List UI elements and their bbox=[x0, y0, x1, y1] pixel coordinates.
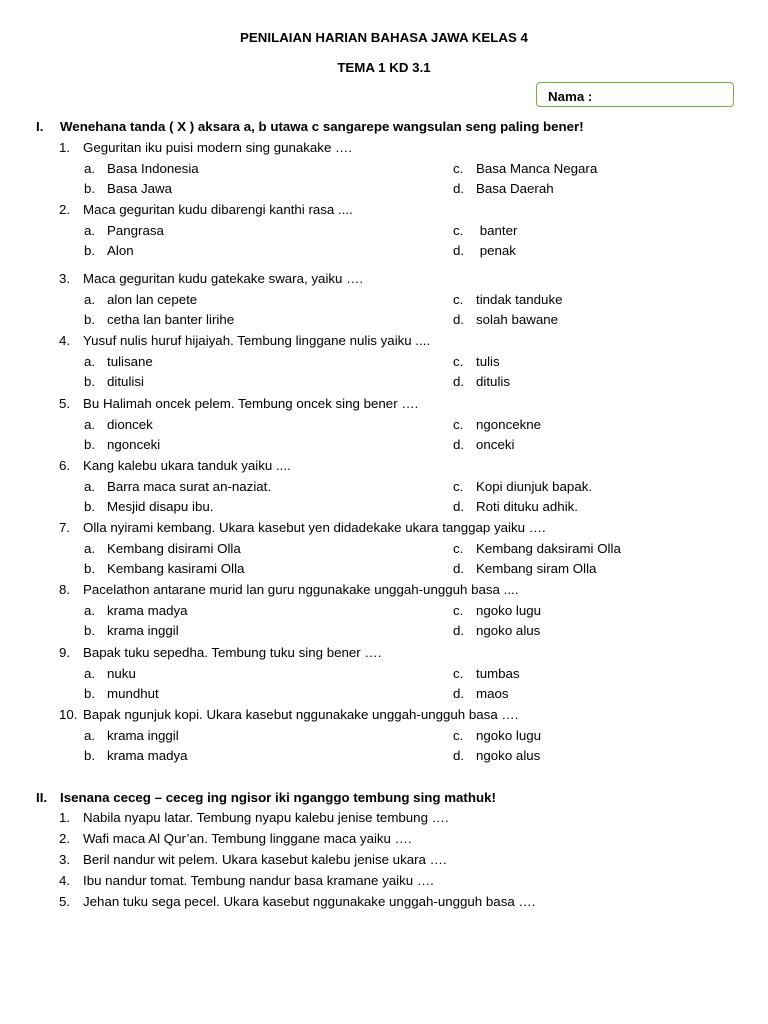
option-text: ditulis bbox=[476, 374, 510, 389]
option-letter: b. bbox=[84, 243, 96, 258]
option-text: krama madya bbox=[107, 748, 188, 763]
question-number: 3. bbox=[59, 852, 71, 867]
option-text: ngoko lugu bbox=[476, 727, 542, 743]
fill-question-1 bbox=[59, 810, 449, 825]
option-letter: b. bbox=[84, 312, 96, 327]
option-letter: b. bbox=[84, 623, 96, 638]
option-text: penak bbox=[476, 243, 516, 258]
option-text: Kembang siram Olla bbox=[476, 561, 597, 576]
question-1 bbox=[59, 140, 352, 155]
answer-option-c[interactable] bbox=[453, 354, 500, 369]
option-text: krama inggil bbox=[107, 623, 179, 638]
option-text: ditulisi bbox=[107, 374, 144, 389]
option-letter: b. bbox=[84, 561, 96, 576]
question-number: 1. bbox=[59, 810, 71, 825]
option-text: Kembang kasirami Olla bbox=[107, 561, 245, 576]
answer-option-d[interactable] bbox=[453, 561, 596, 576]
option-letter: b. bbox=[84, 181, 96, 196]
question-6 bbox=[59, 458, 291, 473]
option-text: dioncek bbox=[107, 416, 153, 432]
answer-option-a[interactable] bbox=[84, 603, 188, 618]
answer-option-d[interactable] bbox=[453, 312, 558, 327]
question-number: 7. bbox=[59, 520, 71, 535]
option-text: ngoko alus bbox=[476, 748, 541, 763]
option-text: tulisane bbox=[107, 353, 153, 369]
option-letter: b. bbox=[84, 748, 96, 763]
option-letter: a. bbox=[84, 160, 96, 176]
option-letter: a. bbox=[84, 353, 96, 369]
option-letter: c. bbox=[453, 478, 464, 494]
option-text: tindak tanduke bbox=[476, 291, 563, 307]
page-title: PENILAIAN HARIAN BAHASA JAWA KELAS 4 bbox=[240, 30, 528, 45]
option-letter: c. bbox=[453, 291, 464, 307]
option-letter: b. bbox=[84, 686, 96, 701]
option-text: Basa Jawa bbox=[107, 181, 173, 196]
question-9 bbox=[59, 645, 381, 660]
question-number: 6. bbox=[59, 458, 71, 473]
section-1-instruction: Wenehana tanda ( X ) aksara a, b utawa c sangarepe wangsulan seng paling bener! bbox=[60, 119, 584, 134]
question-number: 4. bbox=[59, 873, 71, 888]
question-text: Maca geguritan kudu gatekake swara, yaiku …. bbox=[83, 271, 364, 286]
answer-option-d[interactable] bbox=[453, 499, 578, 514]
question-number: 9. bbox=[59, 645, 71, 660]
answer-option-d[interactable] bbox=[453, 374, 510, 389]
answer-option-d[interactable] bbox=[453, 437, 514, 452]
question-text: Jehan tuku sega pecel. Ukara kasebut nggunakake unggah-ungguh basa …. bbox=[83, 894, 536, 909]
option-text: tulis bbox=[476, 353, 500, 369]
fill-question-4 bbox=[59, 873, 434, 888]
question-10 bbox=[59, 707, 518, 722]
option-text: Basa Daerah bbox=[476, 181, 554, 196]
answer-option-d[interactable] bbox=[453, 181, 554, 196]
question-text: Kang kalebu ukara tanduk yaiku .... bbox=[83, 458, 291, 473]
option-letter: d. bbox=[453, 686, 465, 701]
option-text: Basa Indonesia bbox=[107, 160, 199, 176]
page-subtitle: TEMA 1 KD 3.1 bbox=[337, 60, 431, 75]
question-2 bbox=[59, 202, 353, 217]
answer-option-b[interactable] bbox=[84, 243, 134, 258]
question-number: 4. bbox=[59, 333, 71, 348]
option-letter: c. bbox=[453, 665, 464, 681]
answer-option-b[interactable] bbox=[84, 623, 179, 638]
option-letter: a. bbox=[84, 727, 96, 743]
section-2-number: II. bbox=[36, 790, 48, 805]
fill-question-3 bbox=[59, 852, 447, 867]
option-text: Pangrasa bbox=[107, 222, 164, 238]
answer-option-c[interactable] bbox=[453, 417, 541, 432]
answer-option-a[interactable] bbox=[84, 728, 179, 743]
answer-option-a[interactable] bbox=[84, 479, 271, 494]
answer-option-a[interactable] bbox=[84, 223, 164, 238]
option-letter: c. bbox=[453, 602, 464, 618]
option-letter: a. bbox=[84, 478, 96, 494]
answer-option-a[interactable] bbox=[84, 666, 136, 681]
answer-option-b[interactable] bbox=[84, 374, 144, 389]
answer-option-d[interactable] bbox=[453, 686, 509, 701]
answer-option-b[interactable] bbox=[84, 181, 172, 196]
option-letter: d. bbox=[453, 561, 465, 576]
answer-option-a[interactable] bbox=[84, 354, 153, 369]
section-2-instruction: Isenana ceceg – ceceg ing ngisor iki nganggo tembung sing mathuk! bbox=[60, 790, 496, 805]
option-letter: c. bbox=[453, 222, 464, 238]
option-text: krama madya bbox=[107, 602, 188, 618]
option-text: Roti dituku adhik. bbox=[476, 499, 578, 514]
answer-option-a[interactable] bbox=[84, 417, 153, 432]
option-letter: c. bbox=[453, 353, 464, 369]
question-number: 1. bbox=[59, 140, 71, 155]
answer-option-c[interactable] bbox=[453, 728, 541, 743]
option-text: ngoncekne bbox=[476, 416, 542, 432]
question-number: 8. bbox=[59, 582, 71, 597]
question-number: 10. bbox=[59, 707, 78, 722]
option-text: onceki bbox=[476, 437, 515, 452]
answer-option-a[interactable] bbox=[84, 161, 199, 176]
option-text: maos bbox=[476, 686, 509, 701]
answer-option-b[interactable] bbox=[84, 437, 160, 452]
answer-option-c[interactable] bbox=[453, 161, 597, 176]
question-text: Olla nyirami kembang. Ukara kasebut yen didadekake ukara tanggap yaiku …. bbox=[83, 520, 546, 535]
question-7 bbox=[59, 520, 546, 535]
question-text: Bu Halimah oncek pelem. Tembung oncek sing bener …. bbox=[83, 396, 419, 411]
option-letter: a. bbox=[84, 602, 96, 618]
question-text: Bapak tuku sepedha. Tembung tuku sing bener …. bbox=[83, 645, 382, 660]
answer-option-c[interactable] bbox=[453, 666, 520, 681]
answer-option-d[interactable] bbox=[453, 748, 540, 763]
option-text: Alon bbox=[107, 243, 134, 258]
option-letter: b. bbox=[84, 437, 96, 452]
option-text: banter bbox=[476, 222, 518, 238]
question-text: Geguritan iku puisi modern sing gunakake …. bbox=[83, 140, 353, 155]
option-letter: a. bbox=[84, 416, 96, 432]
option-letter: d. bbox=[453, 374, 465, 389]
question-8 bbox=[59, 582, 518, 597]
option-letter: b. bbox=[84, 374, 96, 389]
question-number: 2. bbox=[59, 831, 71, 846]
question-text: Wafi maca Al Qur’an. Tembung linggane maca yaiku …. bbox=[83, 831, 412, 846]
option-text: Mesjid disapu ibu. bbox=[107, 499, 214, 514]
answer-option-c[interactable] bbox=[453, 479, 592, 494]
option-letter: d. bbox=[453, 623, 465, 638]
option-text: ngoko alus bbox=[476, 623, 541, 638]
question-text: Pacelathon antarane murid lan guru nggunakake unggah-ungguh basa .... bbox=[83, 582, 519, 597]
option-letter: a. bbox=[84, 540, 96, 556]
option-letter: d. bbox=[453, 499, 465, 514]
answer-option-b[interactable] bbox=[84, 561, 244, 576]
question-text: Beril nandur wit pelem. Ukara kasebut kalebu jenise ukara …. bbox=[83, 852, 447, 867]
question-number: 2. bbox=[59, 202, 71, 217]
answer-option-c[interactable] bbox=[453, 223, 517, 238]
option-text: Basa Manca Negara bbox=[476, 160, 598, 176]
option-text: ngonceki bbox=[107, 437, 161, 452]
question-number: 5. bbox=[59, 894, 71, 909]
question-number: 5. bbox=[59, 396, 71, 411]
option-text: Barra maca surat an-naziat. bbox=[107, 478, 272, 494]
option-text: krama inggil bbox=[107, 727, 179, 743]
name-field[interactable] bbox=[536, 82, 734, 107]
answer-option-a[interactable] bbox=[84, 292, 197, 307]
option-letter: c. bbox=[453, 160, 464, 176]
option-text: mundhut bbox=[107, 686, 159, 701]
answer-option-b[interactable] bbox=[84, 686, 159, 701]
question-3 bbox=[59, 271, 363, 286]
option-letter: c. bbox=[453, 727, 464, 743]
option-letter: d. bbox=[453, 243, 465, 258]
option-letter: d. bbox=[453, 181, 465, 196]
option-text: alon lan cepete bbox=[107, 291, 198, 307]
answer-option-d[interactable] bbox=[453, 243, 516, 258]
answer-option-a[interactable] bbox=[84, 541, 241, 556]
answer-option-d[interactable] bbox=[453, 623, 540, 638]
answer-option-b[interactable] bbox=[84, 312, 234, 327]
option-letter: c. bbox=[453, 416, 464, 432]
fill-question-2 bbox=[59, 831, 412, 846]
question-text: Nabila nyapu latar. Tembung nyapu kalebu jenise tembung …. bbox=[83, 810, 449, 825]
option-text: ngoko lugu bbox=[476, 602, 542, 618]
question-text: Yusuf nulis huruf hijaiyah. Tembung linggane nulis yaiku .... bbox=[83, 333, 431, 348]
option-text: cetha lan banter lirihe bbox=[107, 312, 235, 327]
option-text: Kopi diunjuk bapak. bbox=[476, 478, 593, 494]
question-text: Maca geguritan kudu dibarengi kanthi rasa .... bbox=[83, 202, 353, 217]
answer-option-b[interactable] bbox=[84, 748, 188, 763]
option-text: solah bawane bbox=[476, 312, 559, 327]
question-number: 3. bbox=[59, 271, 71, 286]
option-letter: d. bbox=[453, 748, 465, 763]
answer-option-c[interactable] bbox=[453, 292, 563, 307]
question-5 bbox=[59, 396, 418, 411]
answer-option-c[interactable] bbox=[453, 541, 621, 556]
option-text: Kembang disirami Olla bbox=[107, 540, 241, 556]
answer-option-b[interactable] bbox=[84, 499, 213, 514]
question-text: Ibu nandur tomat. Tembung nandur basa kramane yaiku …. bbox=[83, 873, 434, 888]
option-text: tumbas bbox=[476, 665, 520, 681]
option-text: Kembang daksirami Olla bbox=[476, 540, 621, 556]
option-text: nuku bbox=[107, 665, 136, 681]
option-letter: d. bbox=[453, 437, 465, 452]
option-letter: c. bbox=[453, 540, 464, 556]
option-letter: a. bbox=[84, 291, 96, 307]
section-1-number: I. bbox=[36, 119, 44, 134]
option-letter: a. bbox=[84, 222, 96, 238]
answer-option-c[interactable] bbox=[453, 603, 541, 618]
fill-question-5 bbox=[59, 894, 535, 909]
question-text: Bapak ngunjuk kopi. Ukara kasebut nggunakake unggah-ungguh basa …. bbox=[83, 707, 519, 722]
name-label: Nama : bbox=[548, 89, 593, 104]
question-4 bbox=[59, 333, 430, 348]
option-letter: a. bbox=[84, 665, 96, 681]
option-letter: d. bbox=[453, 312, 465, 327]
option-letter: b. bbox=[84, 499, 96, 514]
